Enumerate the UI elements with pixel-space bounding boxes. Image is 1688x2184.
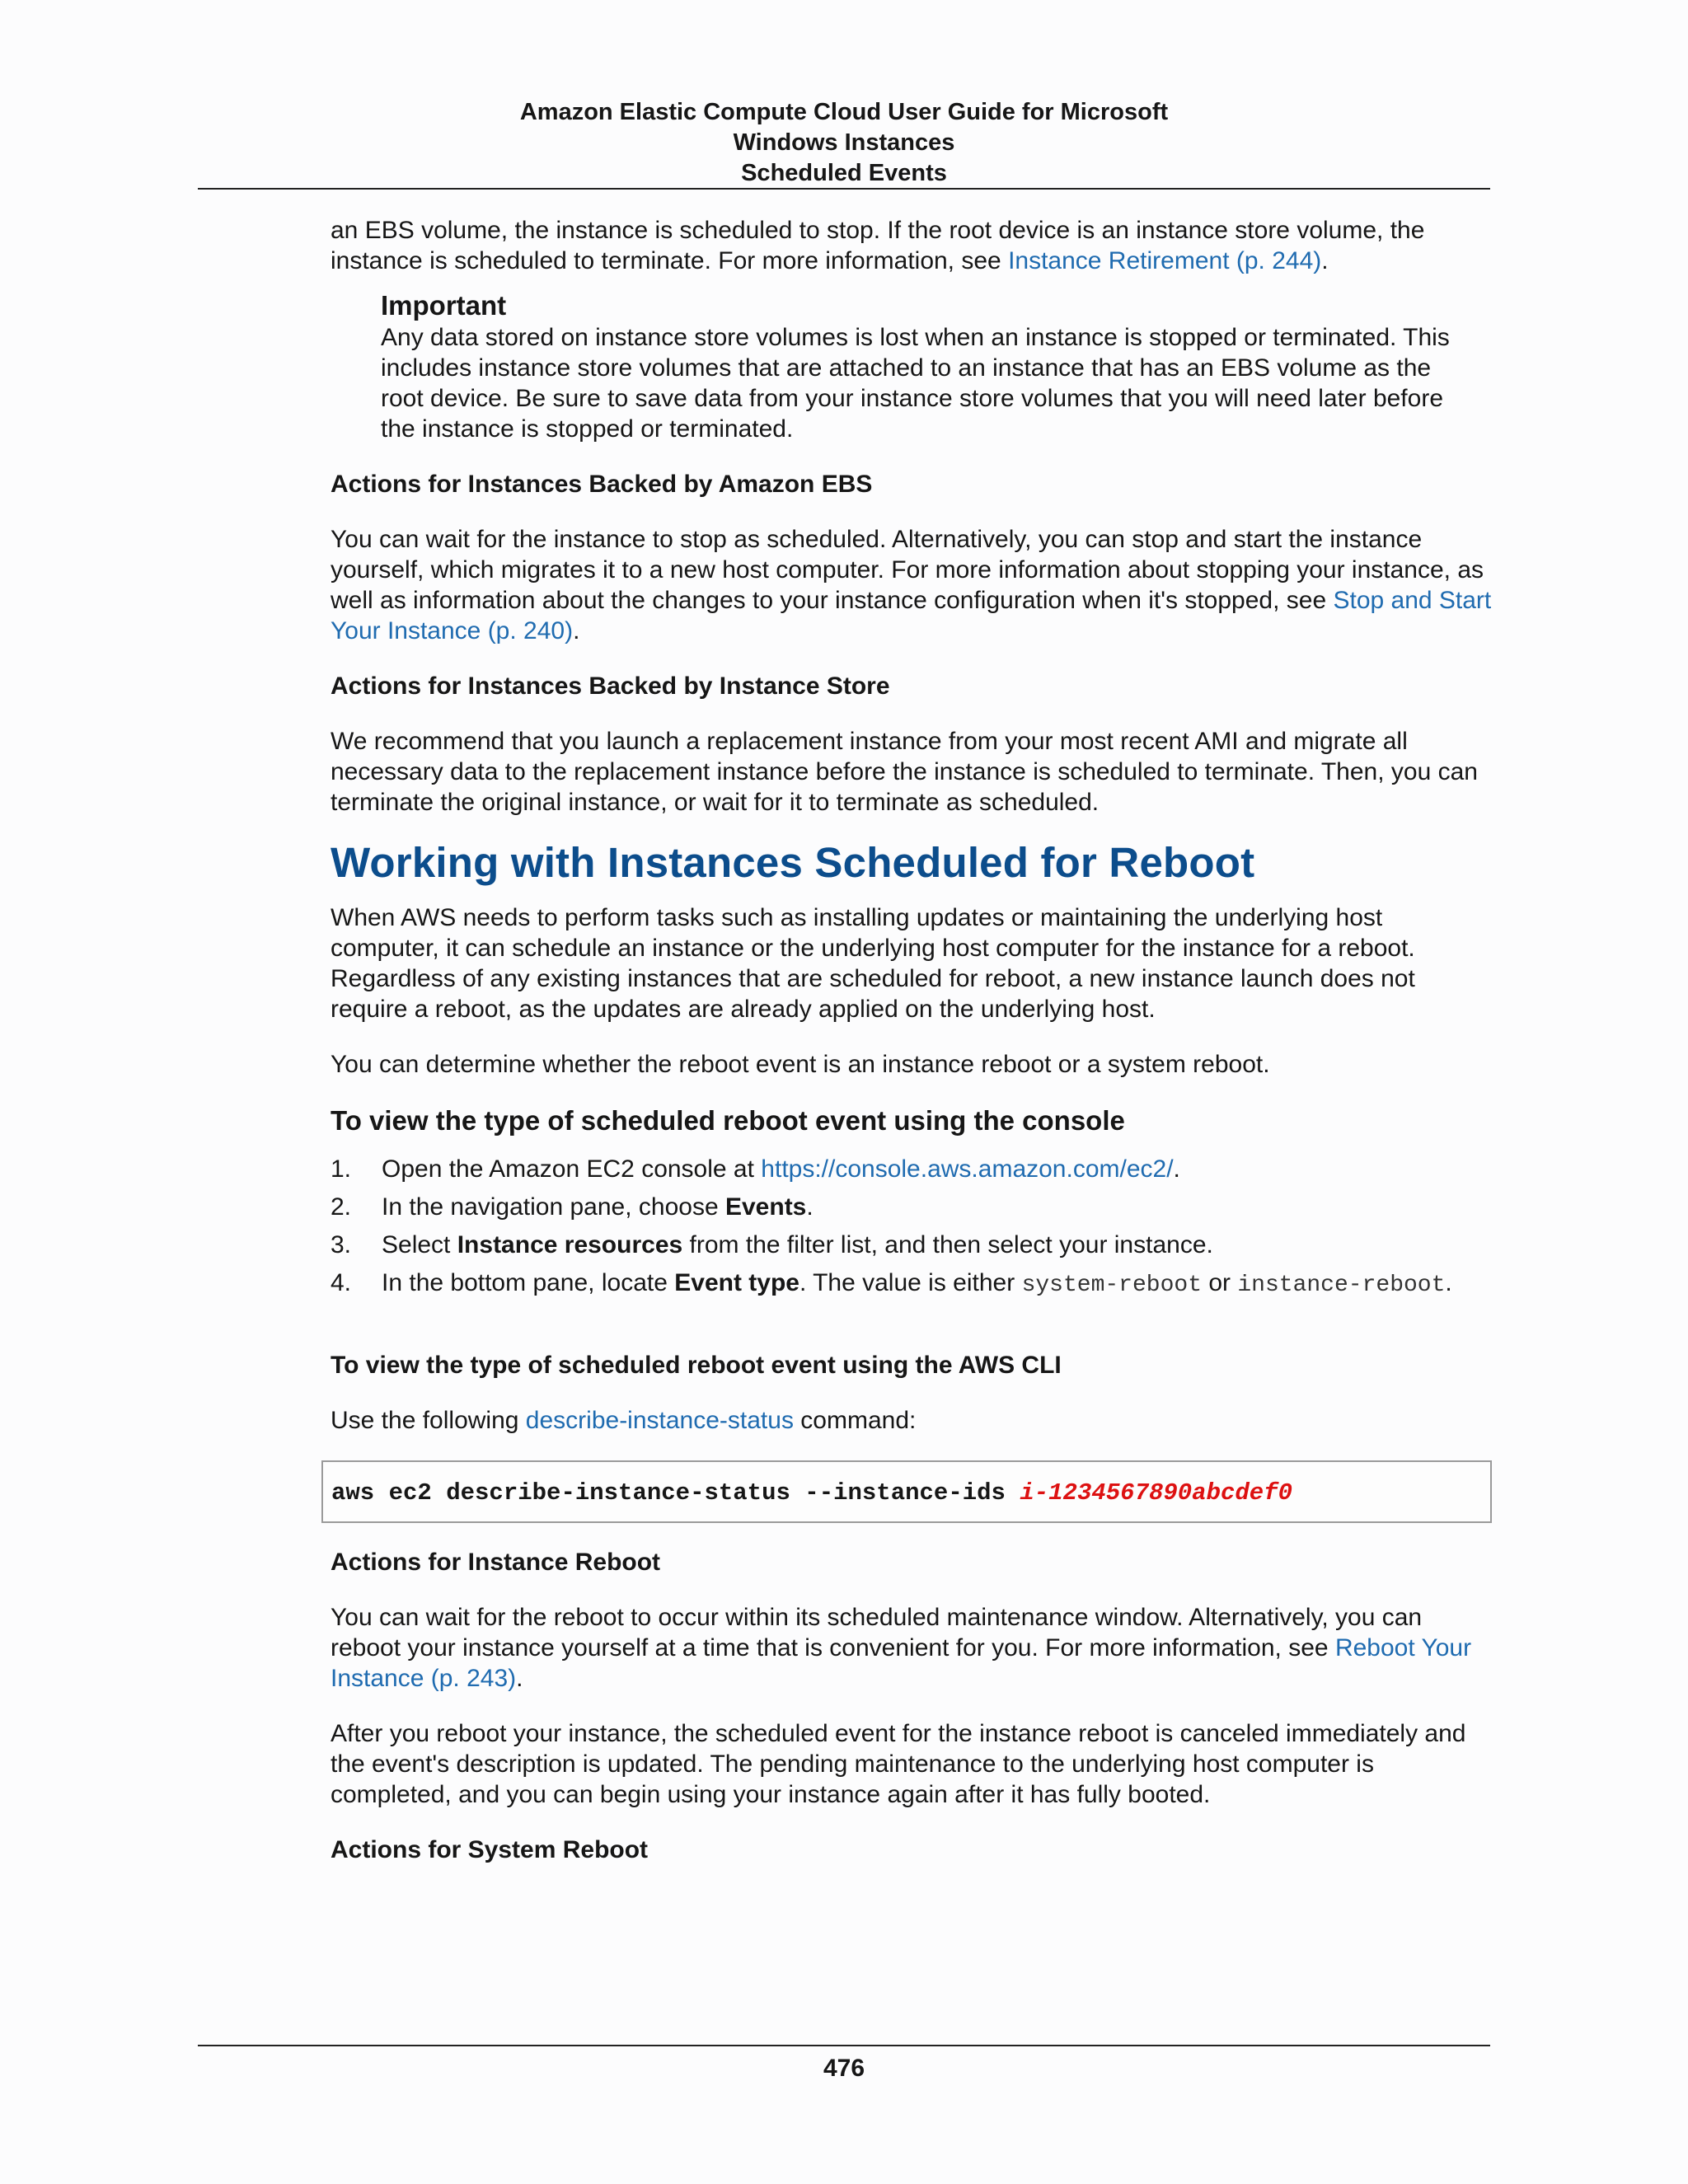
stop-start-link[interactable]: Stop and Start Your Instance (p. 240)	[331, 587, 1492, 644]
header-line-1: Amazon Elastic Compute Cloud User Guide for Microsoft	[519, 99, 1169, 125]
console-heading: To view the type of scheduled reboot event using the console	[331, 1105, 1125, 1136]
intro-paragraph: an EBS volume, the instance is scheduled to stop. If the root device is an instance store volume, the instance is scheduled to terminate. For more information, see Instance Retirement (p. 244).	[331, 217, 1425, 274]
ebs-heading: Actions for Instances Backed by Amazon EBS	[331, 471, 873, 498]
list-item: 3. Select Instance resources from the filter list, and then select your instance.	[331, 1231, 1213, 1258]
ec2-console-link[interactable]: https://console.aws.amazon.com/ec2/	[761, 1155, 1174, 1183]
important-title: Important	[381, 290, 507, 321]
reboot-instance-link[interactable]: Reboot Your Instance (p. 243)	[331, 1634, 1472, 1692]
header-rule	[198, 188, 1490, 190]
system-reboot-heading: Actions for System Reboot	[331, 1836, 649, 1863]
cli-code-block: aws ec2 describe-instance-status --instance-ids i-1234567890abcdef0	[321, 1460, 1492, 1523]
console-steps	[331, 1154, 1493, 1301]
instance-retirement-link[interactable]: Instance Retirement (p. 244)	[1008, 247, 1322, 274]
important-body: Any data stored on instance store volumes is lost when an instance is stopped or terminated. This includes instance store volumes that are attached to an instance that has an EBS volume as the root device. Be sure to save data from your instance store volumes that you will need later before the instance is stopped or terminated.	[381, 324, 1450, 443]
page-number: 476	[823, 2055, 865, 2082]
store-heading: Actions for Instances Backed by Instance Store	[331, 673, 890, 700]
reboot-paragraph-2: After you reboot your instance, the scheduled event for the instance reboot is canceled immediately and the event's description is updated. The pending maintenance to the underlying host computer is completed, and you can begin using your instance again after it has fully booted.	[331, 1720, 1466, 1808]
important-note	[381, 289, 1452, 444]
header-line-3: Scheduled Events	[741, 160, 947, 186]
footer-rule	[198, 2045, 1490, 2046]
list-item: 2. In the navigation pane, choose Events.	[331, 1193, 814, 1221]
page-content	[331, 215, 1493, 1865]
instance-id-value: i-1234567890abcdef0	[1020, 1479, 1292, 1507]
ebs-paragraph: You can wait for the instance to stop as scheduled. Alternatively, you can stop and start the instance yourself, which migrates it to a new host computer. For more information about stopping your instance, as well as information about the changes to your instance configuration when it's stopped, see Stop and Start Your Instance (p. 240).	[331, 526, 1492, 644]
section-title: Working with Instances Scheduled for Reboot	[331, 839, 1255, 886]
reboot-heading: Actions for Instance Reboot	[331, 1549, 661, 1576]
cli-heading: To view the type of scheduled reboot event using the AWS CLI	[331, 1352, 1062, 1379]
list-item: 1. Open the Amazon EC2 console at https://console.aws.amazon.com/ec2/.	[331, 1155, 1180, 1183]
header-line-2: Windows Instances	[733, 129, 955, 156]
store-paragraph: We recommend that you launch a replacement instance from your most recent AMI and migrate all necessary data to the replacement instance before the instance is scheduled to terminate. Then, you can terminate the original instance, or wait for it to terminate as scheduled.	[331, 728, 1478, 816]
section-paragraph-1: When AWS needs to perform tasks such as installing updates or maintaining the underlying host computer, it can schedule an instance or the underlying host computer for the instance for a reboot. Regardless of any existing instances that are scheduled for reboot, a new instance launch does not require a reboot, as the updates are already applied on the underlying host.	[331, 904, 1415, 1023]
section-paragraph-2: You can determine whether the reboot event is an instance reboot or a system reboot.	[331, 1051, 1270, 1078]
running-header	[198, 97, 1490, 189]
cli-paragraph: Use the following describe-instance-status command:	[331, 1407, 917, 1434]
describe-instance-status-link[interactable]: describe-instance-status	[525, 1407, 794, 1434]
list-item: 4. In the bottom pane, locate Event type. The value is either system-reboot or instance-reboot.	[331, 1269, 1452, 1298]
reboot-paragraph-1: You can wait for the reboot to occur within its scheduled maintenance window. Alternatively, you can reboot your instance yourself at a time that is convenient for you. For more information, see Reboot Your Instance (p. 243).	[331, 1604, 1472, 1692]
